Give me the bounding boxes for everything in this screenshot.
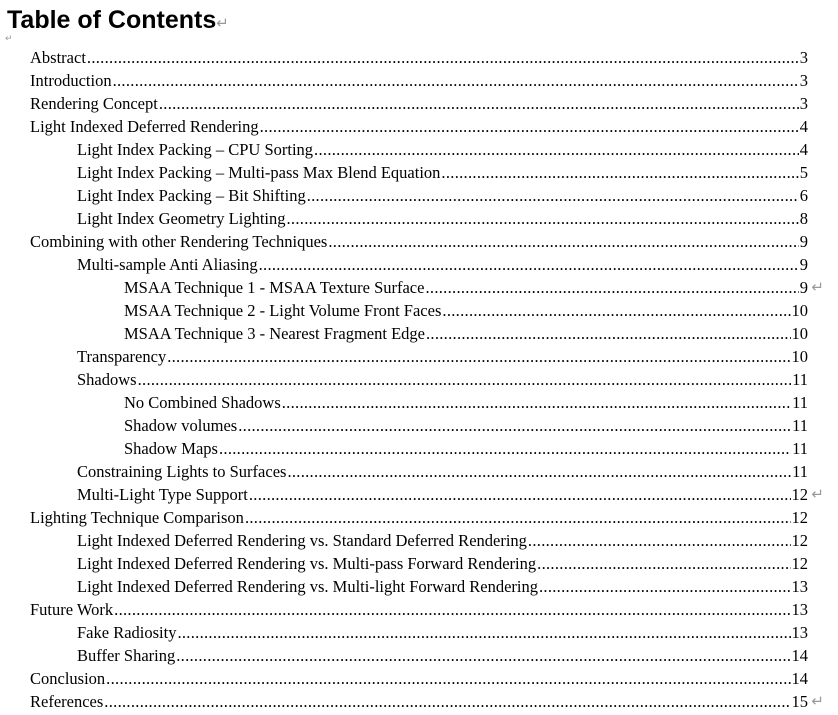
toc-entry-title: Light Index Geometry Lighting	[77, 209, 286, 228]
toc-entry-title: Light Index Packing – CPU Sorting	[77, 140, 314, 159]
dot-leader	[138, 368, 792, 391]
toc-entry-page: 15	[791, 692, 808, 711]
dot-leader	[167, 345, 790, 368]
dot-leader	[245, 506, 791, 529]
dot-leader	[259, 253, 799, 276]
toc-entry[interactable]	[77, 161, 808, 184]
toc-entry[interactable]	[77, 575, 808, 598]
toc-entry-title: Future Work	[30, 600, 114, 619]
toc-entry[interactable]	[30, 115, 808, 138]
dot-leader	[87, 46, 799, 69]
toc-entry[interactable]	[124, 437, 808, 460]
toc-entry[interactable]	[124, 391, 808, 414]
toc-entry-page: 12	[791, 485, 808, 504]
toc-entry[interactable]	[30, 690, 824, 713]
toc-entry-title: Light Indexed Deferred Rendering vs. Multi-light Forward Rendering	[77, 577, 538, 596]
toc-entry-page: 8	[799, 209, 808, 228]
dot-leader	[176, 644, 790, 667]
toc-entry-title: Introduction	[30, 71, 112, 90]
toc-entry[interactable]	[77, 184, 808, 207]
toc-entry-title: Light Indexed Deferred Rendering vs. Standard Deferred Rendering	[77, 531, 527, 550]
toc-entry-title: Light Indexed Deferred Rendering vs. Multi-pass Forward Rendering	[77, 554, 537, 573]
toc-entry[interactable]	[77, 138, 808, 161]
toc-entry[interactable]	[124, 299, 808, 322]
dot-leader	[307, 184, 799, 207]
paragraph-mark-icon: ↵	[811, 692, 824, 710]
toc-entry[interactable]	[30, 46, 808, 69]
dot-leader	[249, 483, 791, 506]
toc-entry[interactable]	[30, 69, 808, 92]
toc-entry-page: 4	[799, 140, 808, 159]
toc-entry-title: Light Index Packing – Multi-pass Max Blend Equation	[77, 163, 441, 182]
toc-entry[interactable]	[30, 506, 808, 529]
dot-leader	[113, 69, 799, 92]
toc-entry-title: Rendering Concept	[30, 94, 158, 113]
toc-entry[interactable]	[77, 460, 808, 483]
dot-leader	[177, 621, 790, 644]
toc-entry-page: 4	[799, 117, 808, 136]
toc-entry-page: 14	[791, 669, 808, 688]
toc-entry-page: 9	[799, 255, 808, 274]
paragraph-mark-icon: ↵	[216, 14, 229, 32]
dot-leader	[537, 552, 790, 575]
paragraph-mark-icon: ↵	[5, 34, 13, 44]
toc-entry-page: 6	[799, 186, 808, 205]
toc-entry[interactable]	[124, 322, 808, 345]
toc-entry-page: 12	[791, 554, 808, 573]
dot-leader	[282, 391, 791, 414]
toc-entry-title: Fake Radiosity	[77, 623, 177, 642]
toc-entry[interactable]	[30, 667, 808, 690]
toc-entry-title: Abstract	[30, 48, 86, 67]
dot-leader	[425, 276, 798, 299]
toc-entry-page: 11	[792, 370, 808, 389]
toc-entry-page: 13	[791, 623, 808, 642]
toc-entry-title: Shadows	[77, 370, 137, 389]
dot-leader	[104, 690, 790, 713]
toc-entry-title: Combining with other Rendering Techniques	[30, 232, 328, 251]
dot-leader	[106, 667, 790, 690]
paragraph-mark-icon: ↵	[811, 485, 824, 503]
toc-entry-page: 11	[792, 416, 808, 435]
toc-entry-title: MSAA Technique 3 - Nearest Fragment Edge	[124, 324, 425, 343]
toc-entry-page: 13	[791, 600, 808, 619]
toc-entry-title: Multi-Light Type Support	[77, 485, 248, 504]
toc-entry-page: 12	[791, 508, 808, 527]
toc-entry-page: 3	[799, 94, 808, 113]
toc-entry-title: MSAA Technique 1 - MSAA Texture Surface	[124, 278, 425, 297]
toc-entry-title: Shadow volumes	[124, 416, 238, 435]
toc-entry-title: References	[30, 692, 104, 711]
toc-entry[interactable]	[77, 552, 808, 575]
toc-entry-page: 10	[791, 324, 808, 343]
toc-entry[interactable]	[30, 598, 808, 621]
dot-leader	[219, 437, 791, 460]
paragraph-mark-icon: ↵	[811, 278, 824, 296]
dot-leader	[114, 598, 790, 621]
toc-entry-page: 9	[799, 232, 808, 251]
dot-leader	[328, 230, 798, 253]
toc-entry[interactable]	[77, 368, 808, 391]
toc-entry-page: 14	[791, 646, 808, 665]
dot-leader	[159, 92, 799, 115]
toc-entry[interactable]	[77, 483, 824, 506]
dot-leader	[441, 161, 798, 184]
toc-entry-title: Constraining Lights to Surfaces	[77, 462, 287, 481]
toc-entry-title: Light Indexed Deferred Rendering	[30, 117, 259, 136]
dot-leader	[287, 207, 799, 230]
toc-entry-page: 11	[792, 439, 808, 458]
toc-entry-title: Buffer Sharing	[77, 646, 176, 665]
toc-entry-page: 13	[791, 577, 808, 596]
toc-entry-title: No Combined Shadows	[124, 393, 281, 412]
toc-entry-page: 12	[791, 531, 808, 550]
toc-entry[interactable]	[124, 414, 808, 437]
toc-entry[interactable]	[77, 207, 808, 230]
toc-entry[interactable]	[77, 345, 808, 368]
dot-leader	[314, 138, 799, 161]
toc-entry-page: 9	[799, 278, 808, 297]
dot-leader	[528, 529, 791, 552]
dot-leader	[539, 575, 791, 598]
toc-entry-page: 5	[799, 163, 808, 182]
toc-entry[interactable]	[30, 230, 808, 253]
dot-leader	[442, 299, 790, 322]
toc-entry-title: Lighting Technique Comparison	[30, 508, 244, 527]
toc-entry[interactable]	[77, 529, 808, 552]
toc-entry-title: Conclusion	[30, 669, 106, 688]
toc-entry-title: Shadow Maps	[124, 439, 218, 458]
page-title: Table of Contents↵	[7, 6, 229, 34]
toc-entry[interactable]	[30, 92, 808, 115]
toc-entry-title: Light Index Packing – Bit Shifting	[77, 186, 306, 205]
toc-entry-title: Multi-sample Anti Aliasing	[77, 255, 258, 274]
toc-entry-title: MSAA Technique 2 - Light Volume Front Faces	[124, 301, 442, 320]
toc-entry[interactable]	[77, 621, 808, 644]
toc-entry[interactable]	[124, 276, 824, 299]
toc-entry[interactable]	[77, 644, 808, 667]
toc-entry-page: 3	[799, 48, 808, 67]
toc-entry-page: 10	[791, 347, 808, 366]
toc-entry-page: 3	[799, 71, 808, 90]
dot-leader	[260, 115, 799, 138]
toc-entry-page: 10	[791, 301, 808, 320]
toc-entry-page: 11	[792, 393, 808, 412]
dot-leader	[426, 322, 791, 345]
toc-entry-title: Transparency	[77, 347, 167, 366]
toc-entry[interactable]	[77, 253, 808, 276]
dot-leader	[238, 414, 791, 437]
dot-leader	[287, 460, 791, 483]
toc-entry-page: 11	[792, 462, 808, 481]
